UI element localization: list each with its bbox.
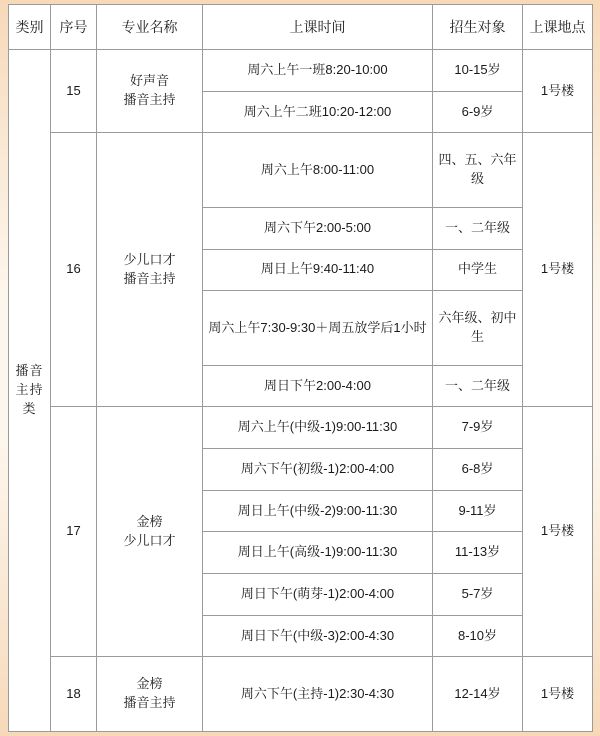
header-target-students: 招生对象 [433, 5, 523, 50]
target-students: 中学生 [433, 249, 523, 291]
schedule-page [8, 4, 592, 732]
group-index-16: 16 [51, 133, 97, 407]
course-schedule-table [8, 4, 593, 732]
target-students: 7-9岁 [433, 407, 523, 449]
group-index-17: 17 [51, 407, 97, 657]
target-students: 6-8岁 [433, 449, 523, 491]
group-index-15: 15 [51, 50, 97, 133]
target-students: 六年级、初中生 [433, 291, 523, 366]
target-students: 四、五、六年级 [433, 133, 523, 208]
table-row [9, 407, 593, 449]
location: 1号楼 [523, 657, 593, 732]
class-time: 周六上午一班8:20-10:00 [203, 50, 433, 92]
class-time: 周六下午(初级-1)2:00-4:00 [203, 449, 433, 491]
class-time: 周日下午(中级-3)2:00-4:30 [203, 615, 433, 657]
location: 1号楼 [523, 407, 593, 657]
class-time: 周六上午8:00-11:00 [203, 133, 433, 208]
location: 1号楼 [523, 50, 593, 133]
group-major-16: 少儿口才 播音主持 [97, 133, 203, 407]
table-row [9, 133, 593, 208]
class-time: 周日上午(高级-1)9:00-11:30 [203, 532, 433, 574]
header-index: 序号 [51, 5, 97, 50]
group-index-18: 18 [51, 657, 97, 732]
header-major: 专业名称 [97, 5, 203, 50]
header-category: 类别 [9, 5, 51, 50]
target-students: 12-14岁 [433, 657, 523, 732]
class-time: 周六下午(主持-1)2:30-4:30 [203, 657, 433, 732]
target-students: 一、二年级 [433, 365, 523, 407]
table-row [9, 50, 593, 92]
class-time: 周六上午(中级-1)9:00-11:30 [203, 407, 433, 449]
group-major-17: 金榜 少儿口才 [97, 407, 203, 657]
target-students: 6-9岁 [433, 91, 523, 133]
target-students: 11-13岁 [433, 532, 523, 574]
target-students: 10-15岁 [433, 50, 523, 92]
location: 1号楼 [523, 133, 593, 407]
table-row [9, 657, 593, 732]
target-students: 5-7岁 [433, 574, 523, 616]
target-students: 9-11岁 [433, 490, 523, 532]
target-students: 一、二年级 [433, 207, 523, 249]
category-cell [9, 50, 51, 732]
group-major-15: 好声音 播音主持 [97, 50, 203, 133]
class-time: 周日下午2:00-4:00 [203, 365, 433, 407]
class-time: 周六上午二班10:20-12:00 [203, 91, 433, 133]
header-location: 上课地点 [523, 5, 593, 50]
class-time: 周日下午(萌芽-1)2:00-4:00 [203, 574, 433, 616]
header-class-time: 上课时间 [203, 5, 433, 50]
class-time: 周六上午7:30-9:30＋周五放学后1小时 [203, 291, 433, 366]
class-time: 周六下午2:00-5:00 [203, 207, 433, 249]
class-time: 周日上午9:40-11:40 [203, 249, 433, 291]
class-time: 周日上午(中级-2)9:00-11:30 [203, 490, 433, 532]
table-header-row [9, 5, 593, 50]
group-major-18: 金榜 播音主持 [97, 657, 203, 732]
category-label: 播音主持类 [15, 363, 44, 416]
target-students: 8-10岁 [433, 615, 523, 657]
